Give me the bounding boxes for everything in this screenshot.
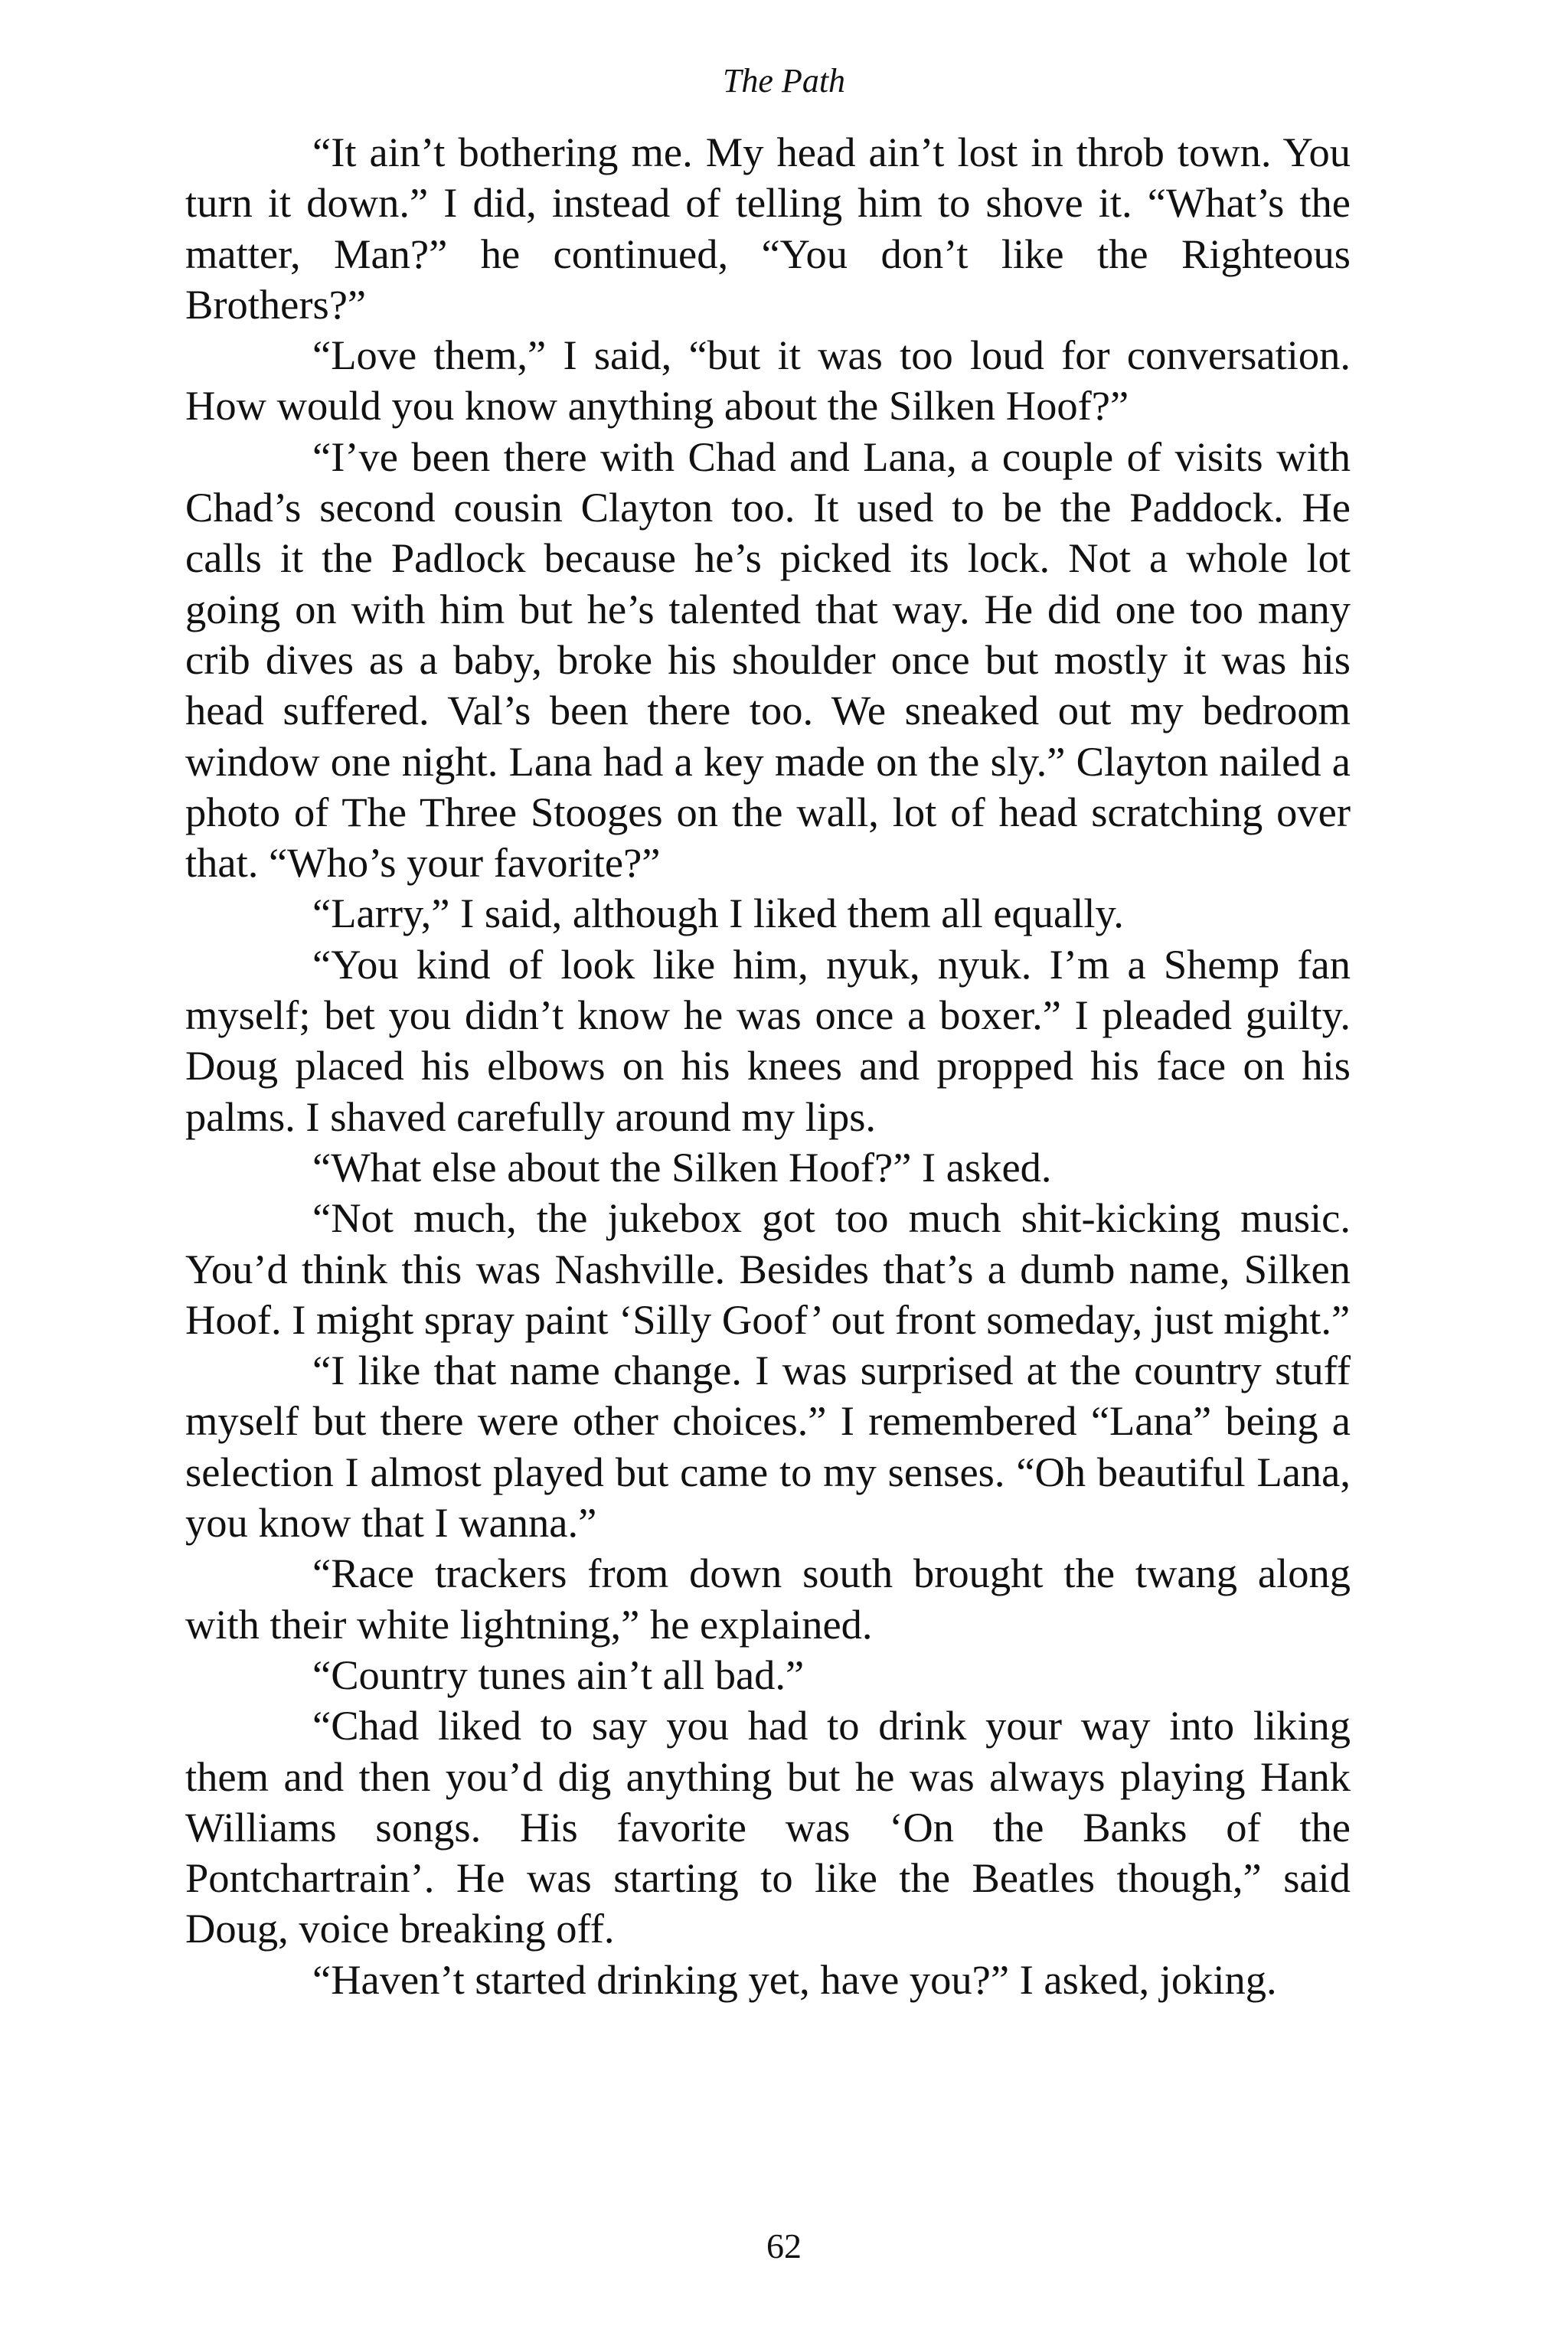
paragraph: “Country tunes ain’t all bad.” — [312, 1651, 805, 1698]
paragraph: “Chad liked to say you had to drink your way into liking them and then you’d dig anything but he was always playing Hank Williams songs. His favorite was ‘On the Banks of the Pontchartrain’. He was starting to like the Beatles though,” said Doug, voice breaking off. — [185, 1702, 1351, 1952]
body-text — [185, 127, 1351, 2005]
paragraph: “What else about the Silken Hoof?” I asked. — [312, 1143, 1052, 1191]
paragraph: “I’ve been there with Chad and Lana, a couple of visits with Chad’s second cousin Clayton too. It used to be the Paddock. He calls it the Padlock because he’s picked its lock. Not a whole lot going on with him but he’s talented that way. He did one too many crib dives as a baby, broke his shoulder once but mostly it was his head suffered. Val’s been there too. We sneaked out my bedroom window one night. Lana had a key made on the sly.” Clayton nailed a photo of The Three Stooges on the wall, lot of head scratching over that. “Who’s your favorite?” — [185, 433, 1351, 887]
page-number: 62 — [766, 2226, 802, 2265]
paragraph: “Love them,” I said, “but it was too loud for conversation. How would you know anything about the Silken Hoof?” — [185, 332, 1351, 430]
paragraph: “I like that name change. I was surprised at the country stuff myself but there were other choices.” I remembered “Lana” being a selection I almost played but came to my senses. “Oh beautiful Lana, you know that I wanna.” — [185, 1347, 1351, 1547]
paragraph: “Not much, the jukebox got too much shit-kicking music. You’d think this was Nashville. Besides that’s a dumb name, Silken Hoof. I might spray paint ‘Silly Goof’ out front someday, just might.” — [185, 1194, 1351, 1343]
paragraph: “Haven’t started drinking yet, have you?” I asked, joking. — [312, 1955, 1277, 2003]
paragraph: “It ain’t bothering me. My head ain’t lost in throb town. You turn it down.” I did, instead of telling him to shove it. “What’s the matter, Man?” he continued, “You don’t like the Righteous Brothers?” — [185, 129, 1351, 328]
paragraph: “You kind of look like him, nyuk, nyuk. I’m a Shemp fan myself; bet you didn’t know he was once a boxer.” I pleaded guilty. Doug placed his elbows on his knees and propped his face on his palms. I shaved carefully around my lips. — [185, 940, 1351, 1140]
running-title: The Path — [722, 62, 846, 100]
paragraph: “Race trackers from down south brought the twang along with their white lightning,” he explained. — [185, 1550, 1351, 1648]
paragraph: “Larry,” I said, although I liked them all equally. — [312, 890, 1124, 937]
